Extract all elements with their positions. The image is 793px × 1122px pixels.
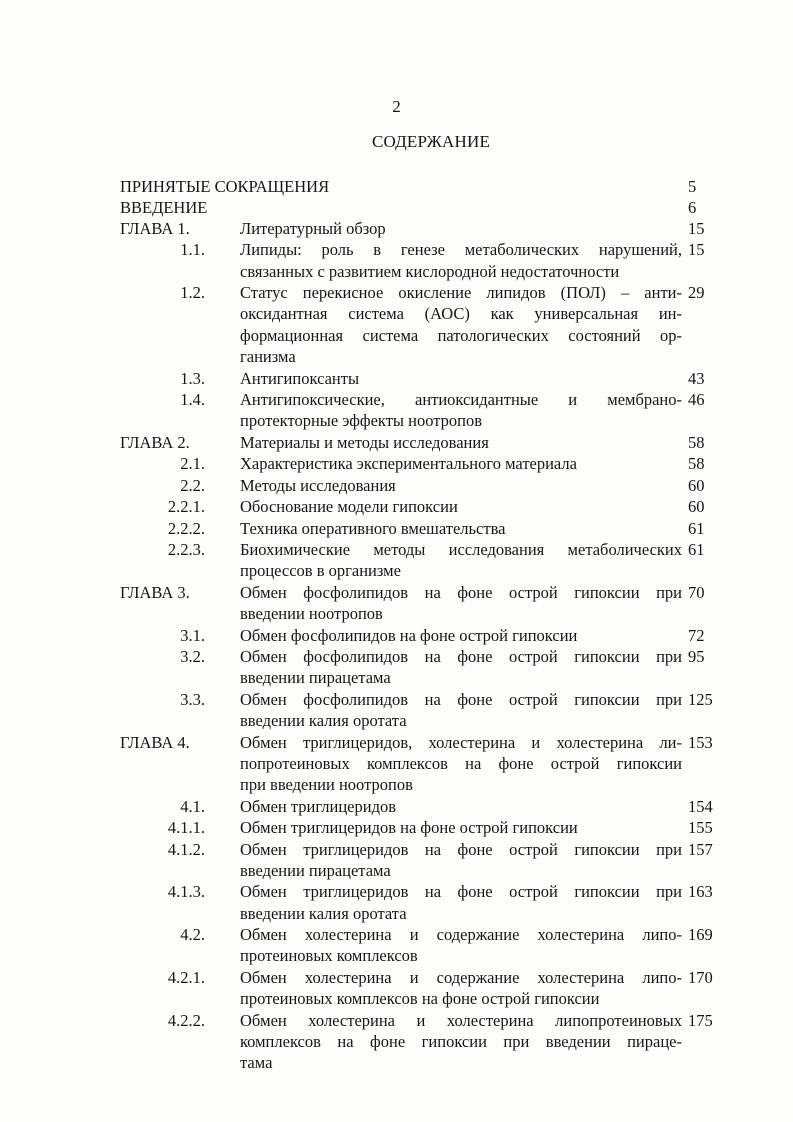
toc-entry-title-line: Техника оперативного вмешательства (240, 518, 506, 538)
toc-entry-title (240, 475, 682, 496)
toc-entry-number: ГЛАВА 1. (120, 219, 190, 238)
toc-entry-title-line: Обмен триглицеридов на фоне острой гипоксии при (240, 839, 682, 859)
toc-entry-page: 58 (688, 433, 705, 452)
toc-entry-page: 29 (688, 283, 705, 303)
page-number: 2 (392, 97, 401, 116)
toc-entry-title-line: Обмен холестерина и содержание холестерина липо- (240, 925, 682, 945)
toc-entry-number: 2.2.3. (167, 540, 205, 559)
toc-entry-page: 125 (688, 689, 713, 709)
toc-entry-number: 4.1.2. (167, 839, 205, 859)
page-title: СОДЕРЖАНИЕ (371, 132, 491, 151)
toc-entry-title (240, 1010, 682, 1074)
toc-entry-title (240, 368, 682, 389)
toc-entry-title (240, 453, 682, 474)
toc-entry-number: 1.2. (180, 283, 205, 303)
toc-entry-page: 155 (688, 818, 713, 838)
toc-entry-page: 60 (688, 475, 705, 495)
toc-entry-number: 4.1.1. (167, 818, 205, 838)
toc-entry-number: 3.2. (180, 647, 205, 666)
toc-entry-title-line: Обмен холестерина и содержание холестерина липо- (240, 968, 682, 987)
toc-entry-number: ГЛАВА 3. (120, 582, 190, 602)
toc-entry-number: 4.2.2. (167, 1010, 205, 1030)
toc-entry-label: ВВЕДЕНИЕ (120, 198, 208, 217)
toc-entry-page: 95 (688, 647, 705, 666)
toc-entry-page: 157 (688, 839, 713, 859)
toc-entry-number: 2.2. (180, 475, 205, 495)
toc-entry-title (240, 218, 682, 239)
toc-entry-title-line: попротеиновых комплексов на фоне острой гипоксии (240, 753, 682, 773)
toc-entry-title-line: Обмен холестерина и холестерина липопротеиновых (240, 1010, 682, 1030)
toc-entry-title (240, 881, 682, 924)
toc-entry-page: 5 (688, 177, 697, 196)
toc-entry-title-line: Обмен фосфолипидов на фоне острой гипоксии (240, 625, 578, 645)
toc-entry-title-line: введении пирацетама (240, 668, 391, 688)
toc-entry-page: 58 (688, 454, 705, 474)
toc-entry-title-line: Антигипоксанты (240, 368, 360, 388)
toc-entry-title-line: Обмен триглицеридов, холестерина и холестерина ли- (240, 732, 682, 752)
toc-entry-number: 4.1. (180, 796, 205, 816)
toc-entry-number: 4.1.3. (167, 882, 205, 902)
toc-entry-title-line: формационная система патологических состояний ор- (240, 325, 682, 345)
toc-entry-title (240, 496, 682, 517)
toc-entry-number: ГЛАВА 2. (120, 433, 190, 452)
toc-entry-title-line: Обмен триглицеридов на фоне острой гипоксии (240, 818, 578, 838)
toc-entry-number: 3.1. (180, 625, 205, 645)
toc-entry-title (240, 239, 682, 282)
toc-entry-title-line: Липиды: роль в генезе метаболических нарушений, (240, 240, 682, 260)
toc-entry-page: 175 (688, 1010, 713, 1030)
toc-entry-title-line: введении калия оротата (240, 711, 407, 731)
toc-entry-page: 154 (688, 796, 713, 816)
toc-entry-title-line: оксидантная система (АОС) как универсальная ин- (240, 304, 682, 324)
toc-entry-title (240, 817, 682, 838)
toc-entry-title-line: Обмен триглицеридов на фоне острой гипоксии при (240, 882, 682, 902)
toc-entry-title (240, 582, 682, 625)
toc-entry-title-line: Методы исследования (240, 475, 396, 495)
toc-entry-page: 72 (688, 625, 705, 645)
toc-entry-title-line: Обмен фосфолипидов на фоне острой гипоксии при (240, 647, 682, 666)
toc-entry-title-line: Статус перекисное окисление липидов (ПОЛ) – анти- (240, 283, 682, 303)
toc-entry-title-line: связанных с развитием кислородной недостаточности (240, 261, 620, 281)
toc-entry-title-line: Материалы и методы исследования (240, 433, 489, 452)
toc-entry-page: 6 (688, 198, 697, 217)
toc-entry-title (240, 389, 682, 432)
toc-entry-page: 169 (688, 925, 713, 945)
toc-entry-page: 15 (688, 219, 705, 238)
toc-entry-title (240, 539, 682, 582)
toc-entry-page: 153 (688, 732, 713, 752)
toc-entry-title-line: протеиновых комплексов (240, 946, 418, 966)
toc-entry-page: 15 (688, 240, 705, 260)
toc-entry-title-line: тама (240, 1053, 273, 1073)
toc-entry-title-line: введении ноотропов (240, 604, 383, 624)
toc-entry-title-line: введении калия оротата (240, 903, 407, 923)
toc-entry-title-line: протекторные эффекты ноотропов (240, 411, 483, 431)
toc-entry-title (240, 282, 682, 367)
toc-entry-title-line: протеиновых комплексов на фоне острой гипоксии (240, 989, 600, 1009)
toc-entry-number: 1.1. (180, 240, 205, 260)
toc-entry-title-line: ганизма (240, 347, 296, 367)
toc-entry-title-line: Антигипоксические, антиоксидантные и мембрано- (240, 390, 682, 410)
toc-entry-title (240, 732, 682, 796)
toc-entry-title (240, 646, 682, 689)
toc-entry-number: 4.2. (180, 925, 205, 945)
toc-entry-title (240, 796, 682, 817)
toc-entry-page: 46 (688, 390, 705, 410)
toc-entry-title (240, 839, 682, 882)
toc-entry-title-line: Обмен фосфолипидов на фоне острой гипоксии при (240, 582, 682, 602)
toc-entry-number: 2.2.1. (167, 497, 205, 517)
toc-entry-page: 163 (688, 882, 713, 902)
toc-entry-title-line: введении пирацетама (240, 860, 391, 880)
toc-entry-number: 3.3. (180, 689, 205, 709)
toc-entry-page: 170 (688, 968, 713, 987)
toc-entry-number: 1.4. (180, 390, 205, 410)
toc-entry-number: 2.1. (180, 454, 205, 474)
toc-entry-page: 61 (688, 540, 705, 559)
toc-entry-number: 2.2.2. (167, 518, 205, 538)
toc-entry-title-line: Обмен фосфолипидов на фоне острой гипоксии при (240, 689, 682, 709)
toc-entry-title-line: комплексов на фоне гипоксии при введении пираце- (240, 1032, 682, 1052)
toc-entry-title (240, 432, 682, 453)
toc-entry-number: 1.3. (180, 368, 205, 388)
toc-entry-page: 43 (688, 368, 705, 388)
toc-entry-title-line: Обмен триглицеридов (240, 796, 397, 816)
toc-entry-title-line: процессов в организме (240, 561, 401, 581)
toc-entry-title-line: Обоснование модели гипоксии (240, 497, 458, 517)
toc-entry-number: ГЛАВА 4. (120, 732, 190, 752)
toc-entry-number: 4.2.1. (167, 968, 205, 987)
toc-entry-label: ПРИНЯТЫЕ СОКРАЩЕНИЯ (120, 177, 330, 196)
toc-entry-title-line: Биохимические методы исследования метаболических (240, 540, 682, 559)
toc-entry-page: 70 (688, 582, 705, 602)
toc-entry-title (240, 625, 682, 646)
toc-entry-title-line: Литературный обзор (240, 219, 386, 238)
toc-entry-title (240, 518, 682, 539)
toc-entry-title-line: при введении ноотропов (240, 775, 413, 795)
toc-entry-title (240, 967, 682, 1010)
toc-entry-title-line: Характеристика экспериментального материала (240, 454, 577, 474)
toc-entry-title (240, 689, 682, 732)
toc-entry-title (240, 924, 682, 967)
toc-entry-page: 60 (688, 497, 705, 517)
toc-entry-page: 61 (688, 518, 705, 538)
